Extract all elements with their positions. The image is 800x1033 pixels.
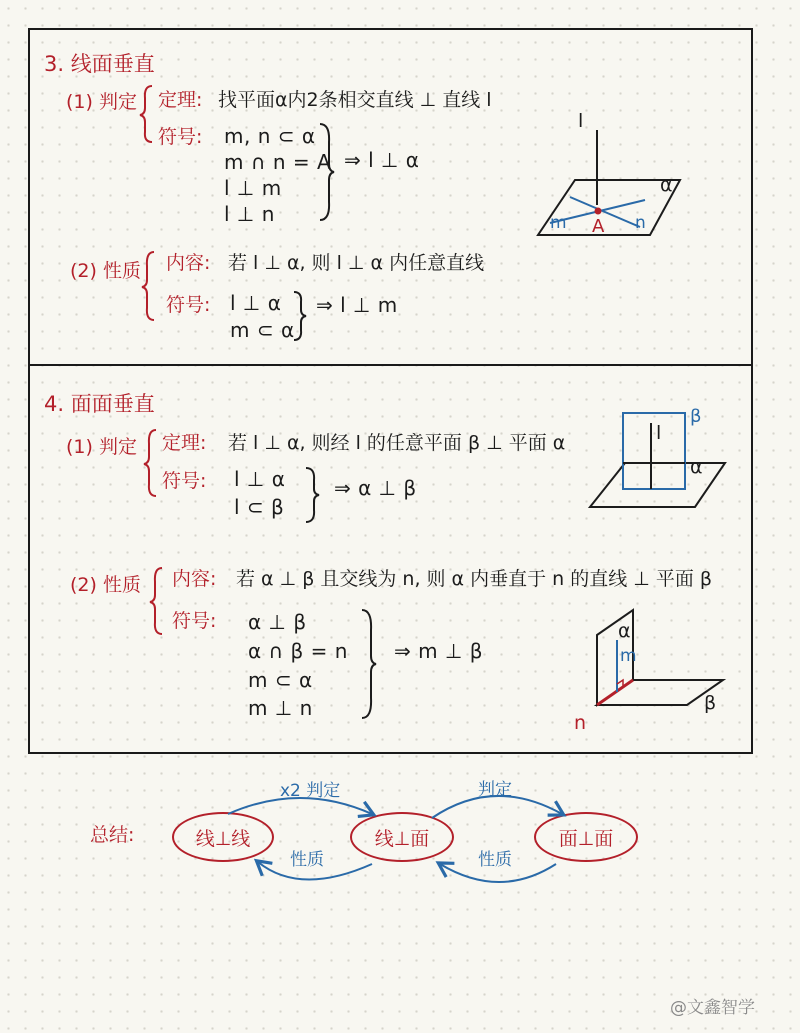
sec3-p1-line-2: m ∩ n = A bbox=[224, 150, 332, 174]
sec3-p1-line-1: m, n ⊂ α bbox=[224, 124, 316, 148]
sec4-p2-line-1: α ⊥ β bbox=[248, 610, 307, 634]
sec3-fig-alpha: α bbox=[660, 174, 673, 196]
sec4-p2-content-text: 若 α ⊥ β 且交线为 n, 则 α 内垂直于 n 的直线 ⊥ 平面 β bbox=[236, 568, 713, 590]
sec4-p2-line-2: α ∩ β = n bbox=[248, 639, 348, 663]
sec3-p2-line-2: m ⊂ α bbox=[230, 318, 295, 342]
sec3-fig-n: n bbox=[635, 213, 646, 233]
sec3-p2-symbol-label: 符号: bbox=[166, 294, 211, 316]
arrow-4-label: 性质 bbox=[478, 850, 512, 870]
summary-label: 总结: bbox=[90, 824, 135, 846]
arrow-1-label: x2 判定 bbox=[280, 781, 341, 801]
sec4-p2-symbol-label: 符号: bbox=[172, 610, 217, 632]
sec4-p1-symbol-label: 符号: bbox=[162, 470, 207, 492]
sec4-fig2-beta: β bbox=[704, 692, 717, 714]
sec3-p2-content-text: 若 l ⊥ α, 则 l ⊥ α 内任意直线 bbox=[228, 252, 485, 274]
sec4-p1-line-1: l ⊥ α bbox=[234, 467, 286, 491]
sec4-p2-line-4: m ⊥ n bbox=[248, 696, 313, 720]
sec4-p1-label: (1) 判定 bbox=[66, 436, 137, 458]
arrow-3-label: 判定 bbox=[478, 780, 512, 800]
sec3-fig-A: A bbox=[592, 216, 605, 237]
sec3-p1-result: ⇒ l ⊥ α bbox=[344, 148, 420, 172]
sec4-p2-label: (2) 性质 bbox=[70, 574, 141, 596]
section-4-title: 4. 面面垂直 bbox=[44, 392, 155, 416]
sec3-p1-symbol-label: 符号: bbox=[158, 126, 203, 148]
sec3-fig-l: l bbox=[578, 110, 584, 132]
sec4-p2-content-label: 内容: bbox=[172, 568, 217, 590]
summary-node-1-label: 线⊥线 bbox=[195, 827, 251, 850]
summary-node-2-label: 线⊥面 bbox=[374, 827, 430, 850]
sec4-fig2-m: m bbox=[620, 646, 637, 666]
sec3-p1-theorem-label: 定理: bbox=[158, 89, 203, 111]
sec4-fig2-n: n bbox=[574, 712, 587, 734]
sec4-p1-theorem-text: 若 l ⊥ α, 则经 l 的任意平面 β ⊥ 平面 α bbox=[228, 432, 566, 454]
sec4-fig1-l: l bbox=[656, 422, 662, 444]
sec4-p2-result: ⇒ m ⊥ β bbox=[394, 639, 483, 663]
sec4-p2-line-3: m ⊂ α bbox=[248, 668, 313, 692]
sec4-p1-line-2: l ⊂ β bbox=[234, 495, 285, 519]
sec3-p1-label: (1) 判定 bbox=[66, 91, 137, 113]
sec3-p1-line-3: l ⊥ m bbox=[224, 176, 282, 200]
watermark: @文鑫智学 bbox=[670, 998, 755, 1018]
sec3-p2-result: ⇒ l ⊥ m bbox=[316, 293, 398, 317]
arrow-2-label: 性质 bbox=[290, 850, 324, 870]
sec3-p1-theorem-text: 找平面α内2条相交直线 ⊥ 直线 l bbox=[218, 89, 492, 111]
sec4-fig1-alpha: α bbox=[690, 456, 703, 478]
sec4-fig1-beta: β bbox=[690, 406, 702, 427]
sec3-p2-label: (2) 性质 bbox=[70, 260, 141, 282]
sec4-p1-theorem-label: 定理: bbox=[162, 432, 207, 454]
sec3-p2-line-1: l ⊥ α bbox=[230, 291, 282, 315]
sec3-p1-line-4: l ⊥ n bbox=[224, 202, 275, 226]
sec3-fig-m: m bbox=[550, 213, 567, 233]
summary-node-3-label: 面⊥面 bbox=[558, 827, 614, 850]
sec4-fig2-alpha: α bbox=[618, 620, 631, 642]
sec4-p1-result: ⇒ α ⊥ β bbox=[334, 476, 417, 500]
section-3-title: 3. 线面垂直 bbox=[44, 52, 155, 76]
sec3-p2-content-label: 内容: bbox=[166, 252, 211, 274]
